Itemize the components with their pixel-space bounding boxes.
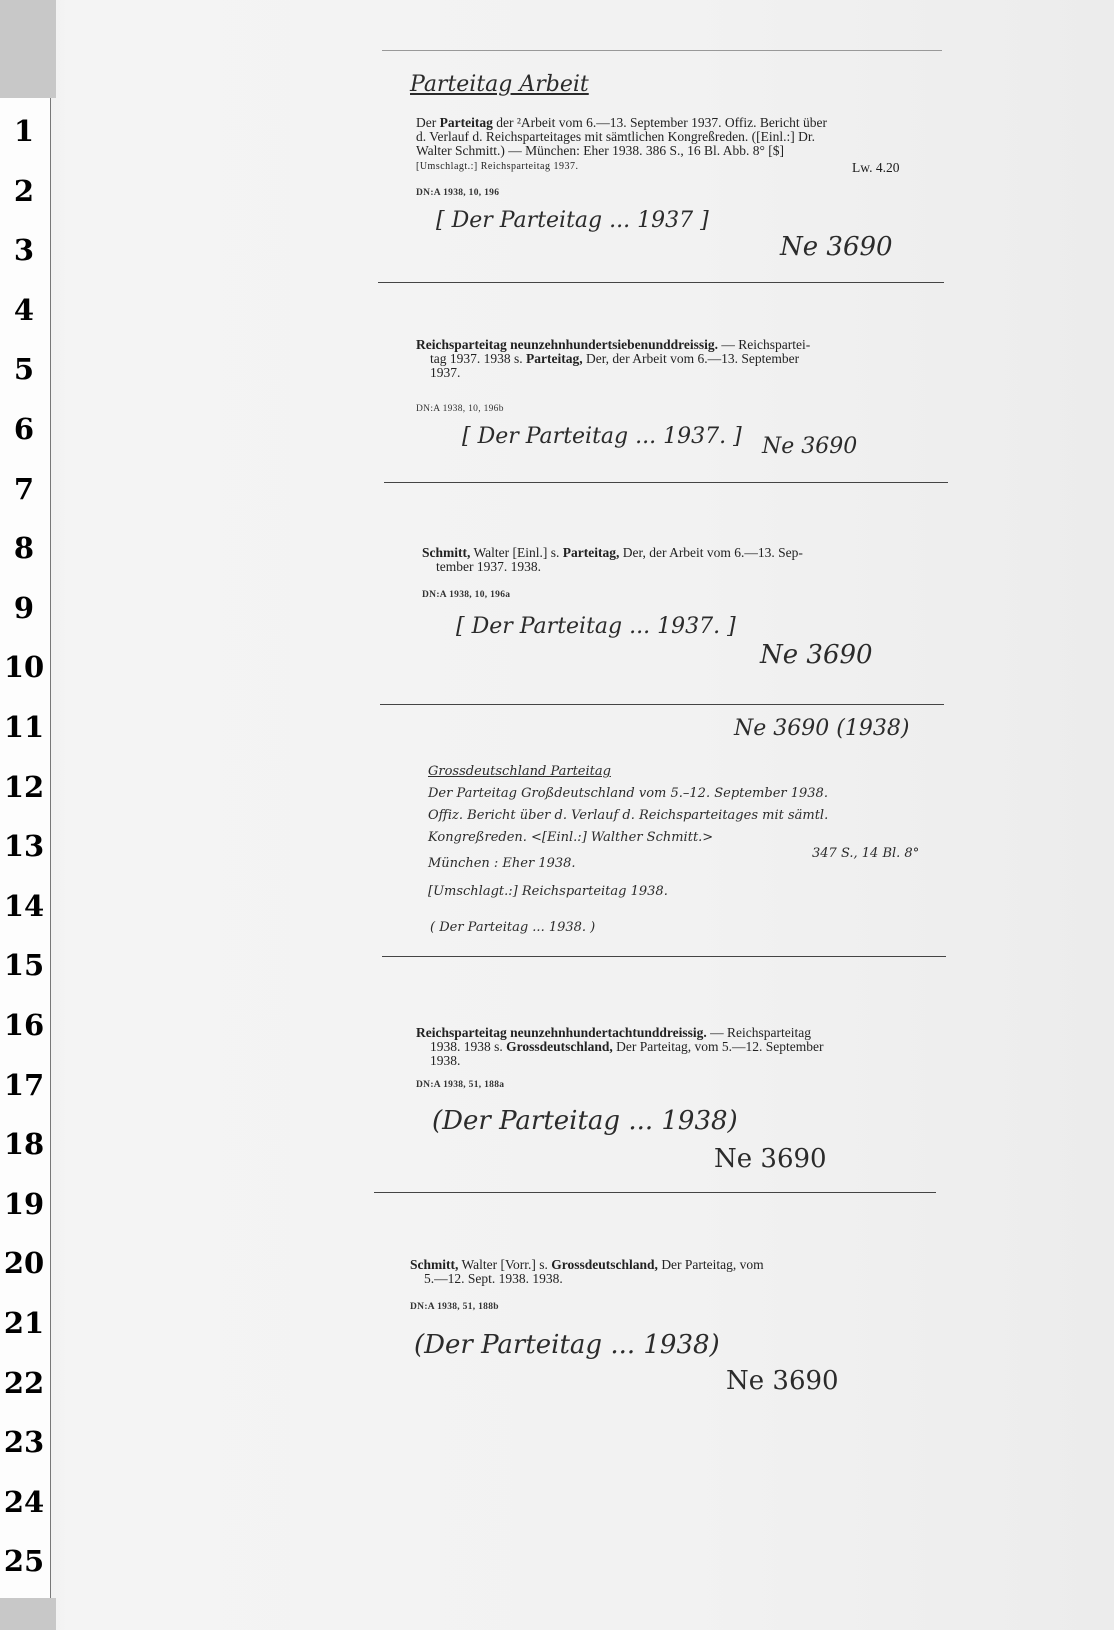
line-number: 3 — [13, 233, 35, 268]
separator-2 — [384, 482, 948, 483]
card3-hand-title: [ Der Parteitag ... 1937. ] — [456, 614, 736, 639]
card6-hand-title: (Der Parteitag ... 1938) — [414, 1330, 720, 1360]
card4-pages: 347 S., 14 Bl. 8° — [812, 846, 920, 861]
line-number: 15 — [3, 948, 45, 983]
card4-line2: Offiz. Bericht über d. Verlauf d. Reichsparteitages mit sämtl. — [428, 808, 829, 823]
card2-entry: Reichsparteitag neunzehnhundertsiebenunddreissig. — Reichspartei- tag 1937. 1938 s. Parteitag, Der, der Arbeit vom 6.—13. September 1937. — [416, 337, 811, 380]
line-number: 22 — [3, 1365, 45, 1400]
line-number: 1 — [13, 114, 35, 148]
card3-entry: Schmitt, Walter [Einl.] s. Parteitag, Der, der Arbeit vom 6.—13. Sep- tember 1937. 1938. — [422, 545, 803, 574]
line-number: 7 — [13, 471, 35, 506]
card4-heading: Grossdeutschland Parteitag — [428, 764, 611, 779]
card1-dn: DN:A 1938, 10, 196 — [416, 188, 500, 198]
line-number: 20 — [3, 1246, 45, 1281]
card4-line6: ( Der Parteitag ... 1938. ) — [430, 920, 596, 935]
line-number: 19 — [3, 1186, 45, 1221]
line-number-gutter — [0, 98, 51, 1598]
card1-heading: Parteitag Arbeit — [410, 72, 589, 97]
card2-signature: Ne 3690 — [762, 434, 858, 459]
card1-entry: Der Parteitag der ²Arbeit vom 6.—13. September 1937. Offiz. Bericht über d. Verlauf d. Reichsparteitages mit sämtlichen Kongreßreden. ([Einl.:] Dr. Walter Schmitt.) — München: Eher 1938. 386 S., 16 Bl. Abb. 8° [$] [Umschlagt.:] Reichsparteitag 1937. — [416, 115, 827, 172]
card3-signature: Ne 3690 — [760, 640, 873, 670]
line-number: 16 — [3, 1008, 45, 1042]
line-number: 2 — [13, 173, 35, 208]
gutter-bottom-block — [0, 1598, 56, 1630]
card1-hand-title: [ Der Parteitag ... 1937 ] — [436, 208, 709, 233]
line-number: 11 — [3, 710, 45, 744]
separator-4 — [382, 956, 946, 957]
line-number: 10 — [3, 650, 45, 685]
separator-5 — [374, 1192, 936, 1193]
line-number: 24 — [3, 1484, 45, 1519]
card5-hand-title: (Der Parteitag ... 1938) — [432, 1106, 738, 1136]
line-number: 14 — [3, 888, 45, 923]
separator-top — [382, 50, 942, 51]
card1-signature: Ne 3690 — [780, 232, 893, 262]
line-number: 9 — [13, 590, 35, 625]
line-number: 17 — [3, 1067, 45, 1102]
card5-dn: DN:A 1938, 51, 188a — [416, 1080, 505, 1090]
card3-dn: DN:A 1938, 10, 196a — [422, 590, 511, 600]
line-number: 5 — [13, 352, 35, 387]
card4-line5: [Umschlagt.:] Reichsparteitag 1938. — [428, 884, 668, 899]
separator-1 — [378, 282, 944, 283]
line-number: 25 — [3, 1544, 45, 1579]
card6-entry: Schmitt, Walter [Vorr.] s. Grossdeutschland, Der Parteitag, vom 5.—12. Sept. 1938. 1938. — [410, 1257, 764, 1286]
line-number: 21 — [3, 1306, 45, 1340]
card1-price: Lw. 4.20 — [852, 160, 900, 175]
card4-line4: München : Eher 1938. — [428, 856, 576, 871]
card2-dn: DN:A 1938, 10, 196b — [416, 404, 504, 414]
card5-signature: Ne 3690 — [714, 1144, 827, 1174]
card4-line1: Der Parteitag Großdeutschland vom 5.–12. September 1938. — [428, 786, 828, 801]
card2-hand-title: [ Der Parteitag ... 1937. ] — [462, 424, 742, 449]
line-number: 18 — [3, 1127, 45, 1162]
line-number: 8 — [13, 531, 35, 566]
line-number: 12 — [3, 769, 45, 804]
gutter-top-block — [0, 0, 56, 98]
line-number: 6 — [13, 412, 35, 446]
separator-3 — [380, 704, 944, 705]
card6-dn: DN:A 1938, 51, 188b — [410, 1302, 499, 1312]
card4-signature: Ne 3690 (1938) — [734, 716, 910, 741]
line-number: 13 — [3, 829, 45, 864]
card5-entry: Reichsparteitag neunzehnhundertachtunddreissig. — Reichsparteitag 1938. 1938 s. Grossdeutschland, Der Parteitag, vom 5.—12. September 1938. — [416, 1025, 824, 1068]
card6-signature: Ne 3690 — [726, 1366, 839, 1396]
line-number: 4 — [13, 292, 35, 327]
card4-line3: Kongreßreden. <[Einl.:] Walther Schmitt.> — [428, 830, 714, 845]
line-number: 23 — [3, 1425, 45, 1460]
